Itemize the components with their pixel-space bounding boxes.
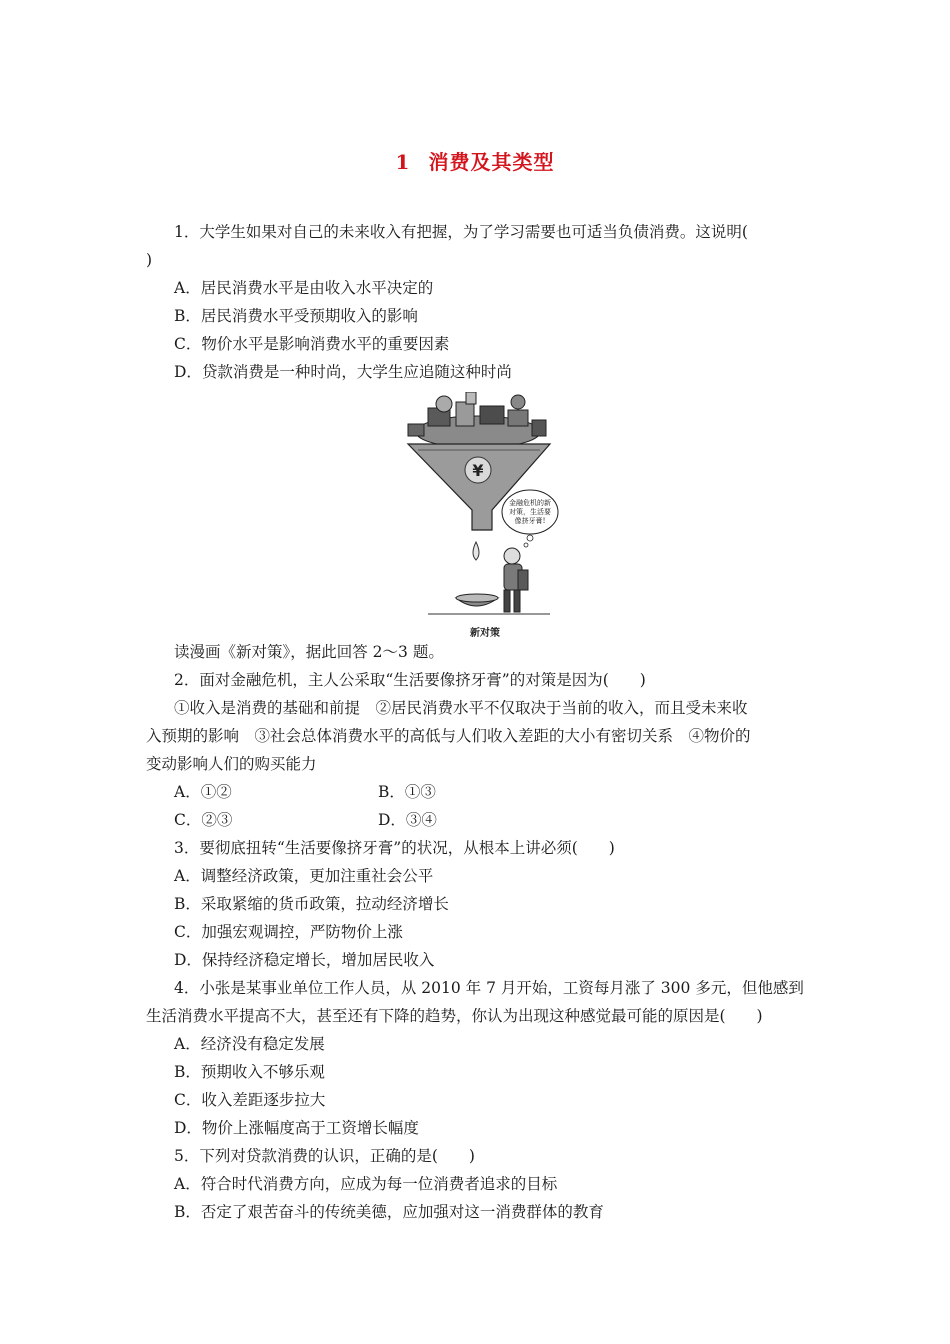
bubble-line-3: 像挤牙膏! — [514, 517, 546, 525]
q1-option-d: D．贷款消费是一种时尚，大学生应追随这种时尚 — [174, 363, 512, 381]
q2-stem: 2．面对金融危机，主人公采取“生活要像挤牙膏”的对策是因为( ) — [174, 671, 646, 689]
q3-option-d: D．保持经济稳定增长，增加居民收入 — [174, 951, 435, 969]
q5-option-a: A．符合时代消费方向，应成为每一位消费者追求的目标 — [174, 1175, 558, 1193]
q1-option-a: A．居民消费水平是由收入水平决定的 — [174, 279, 434, 297]
q4-option-d: D．物价上涨幅度高于工资增长幅度 — [174, 1119, 419, 1137]
bubble-line-1: 金融危机的新 — [509, 499, 551, 507]
q2-option-b: B．①③ — [378, 783, 436, 801]
q3-option-b: B．采取紧缩的货币政策，拉动经济增长 — [174, 895, 449, 913]
q2-detail-2: 入预期的影响 ③社会总体消费水平的高低与人们收入差距的大小有密切关系 ④物价的 — [146, 727, 751, 745]
title-text: 消费及其类型 — [428, 150, 555, 174]
cartoon-figure — [400, 392, 560, 642]
title-number: 1 — [395, 150, 411, 174]
q4-option-c: C．收入差距逐步拉大 — [174, 1091, 326, 1109]
q1-stem-cont: ) — [146, 251, 153, 269]
bubble-line-2: 对策，生活要 — [509, 508, 551, 516]
figure-caption: 新对策 — [470, 628, 500, 639]
q1-option-b: B．居民消费水平受预期收入的影响 — [174, 307, 418, 325]
q2-option-a: A．①② — [174, 783, 232, 801]
q2-detail-1: ①收入是消费的基础和前提 ②居民消费水平不仅取决于当前的收入，而且受未来收 — [174, 699, 748, 717]
q5-stem: 5．下列对贷款消费的认识，正确的是( ) — [174, 1147, 475, 1165]
q1-stem: 1．大学生如果对自己的未来收入有把握，为了学习需要也可适当负债消费。这说明( — [174, 223, 748, 241]
q4-stem: 4．小张是某事业单位工作人员，从 2010 年 7 月开始，工资每月涨了 300 多元，但他感到 — [174, 979, 804, 997]
yen-symbol: ¥ — [472, 461, 484, 480]
q2-option-d: D．③④ — [378, 811, 437, 829]
cartoon-intro: 读漫画《新对策》，据此回答 2～3 题。 — [174, 643, 444, 661]
q2-option-c: C．②③ — [174, 811, 233, 829]
q3-stem: 3．要彻底扭转“生活要像挤牙膏”的状况，从根本上讲必须( ) — [174, 839, 615, 857]
q4-option-b: B．预期收入不够乐观 — [174, 1063, 325, 1081]
q3-option-a: A．调整经济政策，更加注重社会公平 — [174, 867, 434, 885]
cartoon-illustration — [400, 392, 560, 624]
q2-detail-3: 变动影响人们的购买能力 — [146, 755, 317, 773]
q4-option-a: A．经济没有稳定发展 — [174, 1035, 325, 1053]
q1-option-c: C．物价水平是影响消费水平的重要因素 — [174, 335, 450, 353]
q4-stem-cont: 生活消费水平提高不大，甚至还有下降的趋势，你认为出现这种感觉最可能的原因是( ) — [146, 1007, 763, 1025]
q5-option-b: B．否定了艰苦奋斗的传统美德，应加强对这一消费群体的教育 — [174, 1203, 604, 1221]
q3-option-c: C．加强宏观调控，严防物价上涨 — [174, 923, 403, 941]
page-title — [0, 146, 950, 175]
